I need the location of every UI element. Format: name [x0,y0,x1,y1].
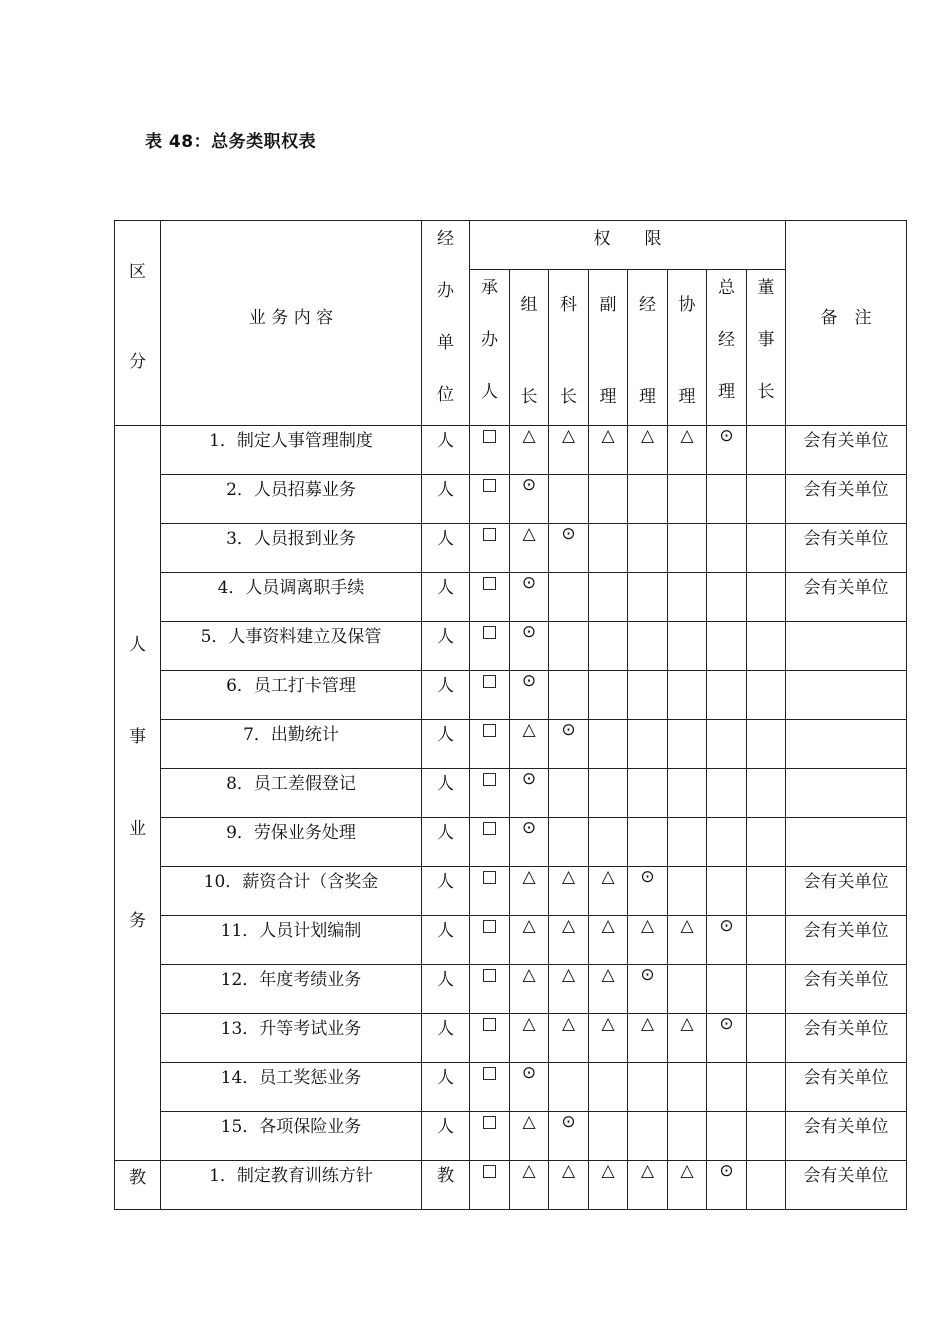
row-note: 会有关单位 [786,965,907,1014]
row-mark-8 [747,965,786,1014]
row-mark-3 [549,622,589,671]
row-mark-3 [549,475,589,524]
header-role-5 [628,270,668,426]
header-role-4 [589,270,628,426]
row-note [786,769,907,818]
header-role-8 [747,270,786,426]
row-mark-5 [628,475,668,524]
header-role-1 [470,270,510,426]
group-label-char: 人 [129,635,146,655]
row-mark-4 [589,818,628,867]
row-mark-7: ⊙ [707,1014,747,1063]
header-role-char: 人 [481,382,498,402]
row-note: 会有关单位 [786,1161,907,1210]
row-mark-5 [628,573,668,622]
row-mark-2: △ [510,1161,549,1210]
row-mark-8 [747,671,786,720]
row-unit: 人 [422,867,470,916]
row-mark-6 [668,573,707,622]
row-mark-1: □ [470,622,510,671]
row-note: 会有关单位 [786,916,907,965]
row-mark-5 [628,818,668,867]
row-mark-1: □ [470,769,510,818]
row-mark-4 [589,622,628,671]
row-mark-5: △ [628,916,668,965]
row-mark-7 [707,622,747,671]
header-unit-char: 经 [437,229,454,249]
header-unit-char: 位 [437,385,454,405]
row-mark-8 [747,573,786,622]
row-mark-7 [707,1063,747,1112]
row-mark-8 [747,720,786,769]
row-mark-8 [747,916,786,965]
row-mark-7: ⊙ [707,426,747,475]
row-mark-7 [707,1112,747,1161]
row-mark-7 [707,965,747,1014]
row-mark-8 [747,622,786,671]
row-mark-1: □ [470,1161,510,1210]
row-mark-2: △ [510,1112,549,1161]
row-mark-4 [589,720,628,769]
row-mark-7: ⊙ [707,916,747,965]
row-content: 12．年度考绩业务 [161,965,422,1014]
row-mark-4 [589,1112,628,1161]
row-mark-6 [668,965,707,1014]
row-note: 会有关单位 [786,524,907,573]
header-role-char: 长 [560,387,577,407]
row-note: 会有关单位 [786,426,907,475]
row-content: 1．制定人事管理制度 [161,426,422,475]
row-mark-6 [668,1112,707,1161]
row-mark-4: △ [589,1161,628,1210]
header-role-char: 董 [757,278,775,298]
header-role-3 [549,270,589,426]
table-row [115,1161,907,1210]
row-mark-4 [589,769,628,818]
row-mark-7 [707,475,747,524]
row-mark-4 [589,1063,628,1112]
row-unit: 人 [422,720,470,769]
table-row [115,1014,907,1063]
row-mark-3 [549,1063,589,1112]
row-mark-8 [747,818,786,867]
row-mark-3: △ [549,916,589,965]
row-mark-5 [628,720,668,769]
row-mark-1: □ [470,965,510,1014]
row-mark-1: □ [470,1014,510,1063]
group-label-char: 事 [129,727,146,747]
header-section [115,221,161,426]
header-role-char: 理 [639,387,656,407]
row-content: 4．人员调离职手续 [161,573,422,622]
row-mark-3: △ [549,965,589,1014]
row-content: 8．员工差假登记 [161,769,422,818]
row-mark-7 [707,524,747,573]
header-role-char: 协 [678,295,696,315]
header-role-char: 总 [718,278,735,298]
row-mark-2: ⊙ [510,622,549,671]
header-role-7 [707,270,747,426]
row-mark-3: ⊙ [549,524,589,573]
header-authority [470,221,786,270]
row-unit: 教 [422,1161,470,1210]
header-role-char: 事 [757,330,775,350]
row-mark-3 [549,818,589,867]
row-note: 会有关单位 [786,1014,907,1063]
row-unit: 人 [422,1063,470,1112]
row-mark-8 [747,426,786,475]
row-unit: 人 [422,573,470,622]
row-mark-4 [589,573,628,622]
row-mark-1: □ [470,524,510,573]
row-mark-2: ⊙ [510,573,549,622]
row-mark-1: □ [470,867,510,916]
row-unit: 人 [422,1014,470,1063]
row-mark-3 [549,671,589,720]
row-mark-2: △ [510,867,549,916]
row-mark-7 [707,720,747,769]
row-mark-1: □ [470,475,510,524]
row-content: 7．出勤统计 [161,720,422,769]
row-mark-3: △ [549,1014,589,1063]
row-content: 13．升等考试业务 [161,1014,422,1063]
row-content: 6．员工打卡管理 [161,671,422,720]
row-mark-2: ⊙ [510,818,549,867]
header-role-char: 经 [639,295,656,315]
row-mark-6 [668,524,707,573]
row-mark-1: □ [470,720,510,769]
row-mark-1: □ [470,671,510,720]
row-unit: 人 [422,965,470,1014]
row-mark-6 [668,671,707,720]
row-mark-3: △ [549,1161,589,1210]
row-mark-7 [707,867,747,916]
row-unit: 人 [422,916,470,965]
header-section-char: 分 [129,352,146,372]
row-mark-8 [747,524,786,573]
row-mark-6 [668,475,707,524]
row-mark-7: ⊙ [707,1161,747,1210]
row-mark-5 [628,622,668,671]
row-mark-6 [668,1063,707,1112]
table-row [115,622,907,671]
group-label-char: 务 [129,911,146,931]
header-role-char: 办 [481,330,498,350]
group-label-char: 业 [129,819,146,839]
row-mark-5 [628,671,668,720]
header-unit [422,221,470,426]
row-mark-1: □ [470,1112,510,1161]
table-row [115,720,907,769]
row-mark-8 [747,867,786,916]
row-content: 2．人员招募业务 [161,475,422,524]
header-role-2 [510,270,549,426]
header-role-char: 长 [520,387,538,407]
table-row [115,1112,907,1161]
row-note [786,622,907,671]
row-mark-3: △ [549,867,589,916]
authority-table [114,220,907,1210]
row-mark-1: □ [470,426,510,475]
row-content: 5．人事资料建立及保管 [161,622,422,671]
row-unit: 人 [422,622,470,671]
row-mark-3 [549,769,589,818]
table-row [115,671,907,720]
table-row [115,965,907,1014]
table-row [115,769,907,818]
row-note: 会有关单位 [786,475,907,524]
row-unit: 人 [422,524,470,573]
row-mark-5: △ [628,426,668,475]
table-row [115,426,907,475]
row-mark-4 [589,671,628,720]
header-section-char: 区 [129,262,146,282]
row-mark-6 [668,622,707,671]
row-content: 1．制定教育训练方针 [161,1161,422,1210]
row-mark-2: ⊙ [510,475,549,524]
table-title: 表 48：总务类职权表 [145,132,317,152]
header-content-label: 业 务 内 容 [248,308,334,328]
row-mark-3: ⊙ [549,1112,589,1161]
header-role-char: 副 [599,295,617,315]
row-mark-2: ⊙ [510,769,549,818]
table-row [115,1063,907,1112]
row-mark-7 [707,769,747,818]
row-mark-4: △ [589,916,628,965]
table-row [115,916,907,965]
row-mark-8 [747,769,786,818]
table-row [115,573,907,622]
row-mark-6: △ [668,1161,707,1210]
row-mark-3: ⊙ [549,720,589,769]
table-row [115,818,907,867]
header-role-6 [668,270,707,426]
header-unit-char: 办 [437,281,454,301]
row-note: 会有关单位 [786,573,907,622]
row-mark-8 [747,1014,786,1063]
row-mark-8 [747,1063,786,1112]
row-mark-6 [668,720,707,769]
row-mark-2: ⊙ [510,1063,549,1112]
row-content: 15．各项保险业务 [161,1112,422,1161]
header-role-char: 组 [520,295,538,315]
header-role-char: 经 [718,330,735,350]
row-mark-4 [589,475,628,524]
row-mark-3 [549,573,589,622]
row-mark-6: △ [668,426,707,475]
row-content: 10．薪资合计（含奖金 [161,867,422,916]
group-label-char: 教 [129,1168,146,1188]
row-note: 会有关单位 [786,1112,907,1161]
row-note [786,720,907,769]
row-mark-5: △ [628,1161,668,1210]
row-mark-5 [628,769,668,818]
header-role-char: 理 [599,387,617,407]
header-role-char: 承 [481,278,498,298]
row-unit: 人 [422,671,470,720]
header-role-char: 理 [718,382,735,402]
row-unit: 人 [422,475,470,524]
row-mark-2: △ [510,1014,549,1063]
header-note [786,221,907,426]
row-mark-6 [668,818,707,867]
row-unit: 人 [422,426,470,475]
row-mark-8 [747,1112,786,1161]
row-mark-5: ⊙ [628,867,668,916]
row-mark-4 [589,524,628,573]
row-mark-4: △ [589,1014,628,1063]
row-note [786,671,907,720]
row-mark-5: △ [628,1014,668,1063]
row-mark-4: △ [589,867,628,916]
row-mark-2: △ [510,720,549,769]
row-note [786,818,907,867]
row-mark-4: △ [589,426,628,475]
row-mark-2: △ [510,916,549,965]
row-mark-8 [747,475,786,524]
header-note-label: 备 注 [820,308,872,328]
row-mark-8 [747,1161,786,1210]
row-mark-2: △ [510,524,549,573]
row-mark-5: ⊙ [628,965,668,1014]
row-mark-1: □ [470,916,510,965]
row-mark-2: △ [510,965,549,1014]
row-mark-6: △ [668,1014,707,1063]
header-role-char: 理 [678,387,696,407]
header-role-char: 科 [560,295,577,315]
row-mark-7 [707,573,747,622]
header-authority-label: 权 限 [593,229,662,249]
row-content: 11．人员计划编制 [161,916,422,965]
group-label-cell [115,1161,161,1210]
row-unit: 人 [422,818,470,867]
row-mark-6 [668,769,707,818]
row-note: 会有关单位 [786,1063,907,1112]
row-unit: 人 [422,1112,470,1161]
row-mark-5 [628,1112,668,1161]
row-content: 14．员工奖惩业务 [161,1063,422,1112]
row-mark-3: △ [549,426,589,475]
table-row [115,475,907,524]
table-row [115,867,907,916]
row-mark-1: □ [470,573,510,622]
row-mark-6 [668,867,707,916]
row-mark-2: ⊙ [510,671,549,720]
row-mark-1: □ [470,818,510,867]
header-content [161,221,422,426]
row-mark-7 [707,818,747,867]
row-content: 3．人员报到业务 [161,524,422,573]
table-row [115,524,907,573]
row-unit: 人 [422,769,470,818]
header-unit-char: 单 [437,333,454,353]
row-note: 会有关单位 [786,867,907,916]
row-mark-6: △ [668,916,707,965]
group-label-cell [115,426,161,1161]
row-content: 9．劳保业务处理 [161,818,422,867]
row-mark-5 [628,524,668,573]
row-mark-5 [628,1063,668,1112]
row-mark-2: △ [510,426,549,475]
row-mark-1: □ [470,1063,510,1112]
row-mark-7 [707,671,747,720]
header-role-char: 长 [757,382,775,402]
row-mark-4: △ [589,965,628,1014]
